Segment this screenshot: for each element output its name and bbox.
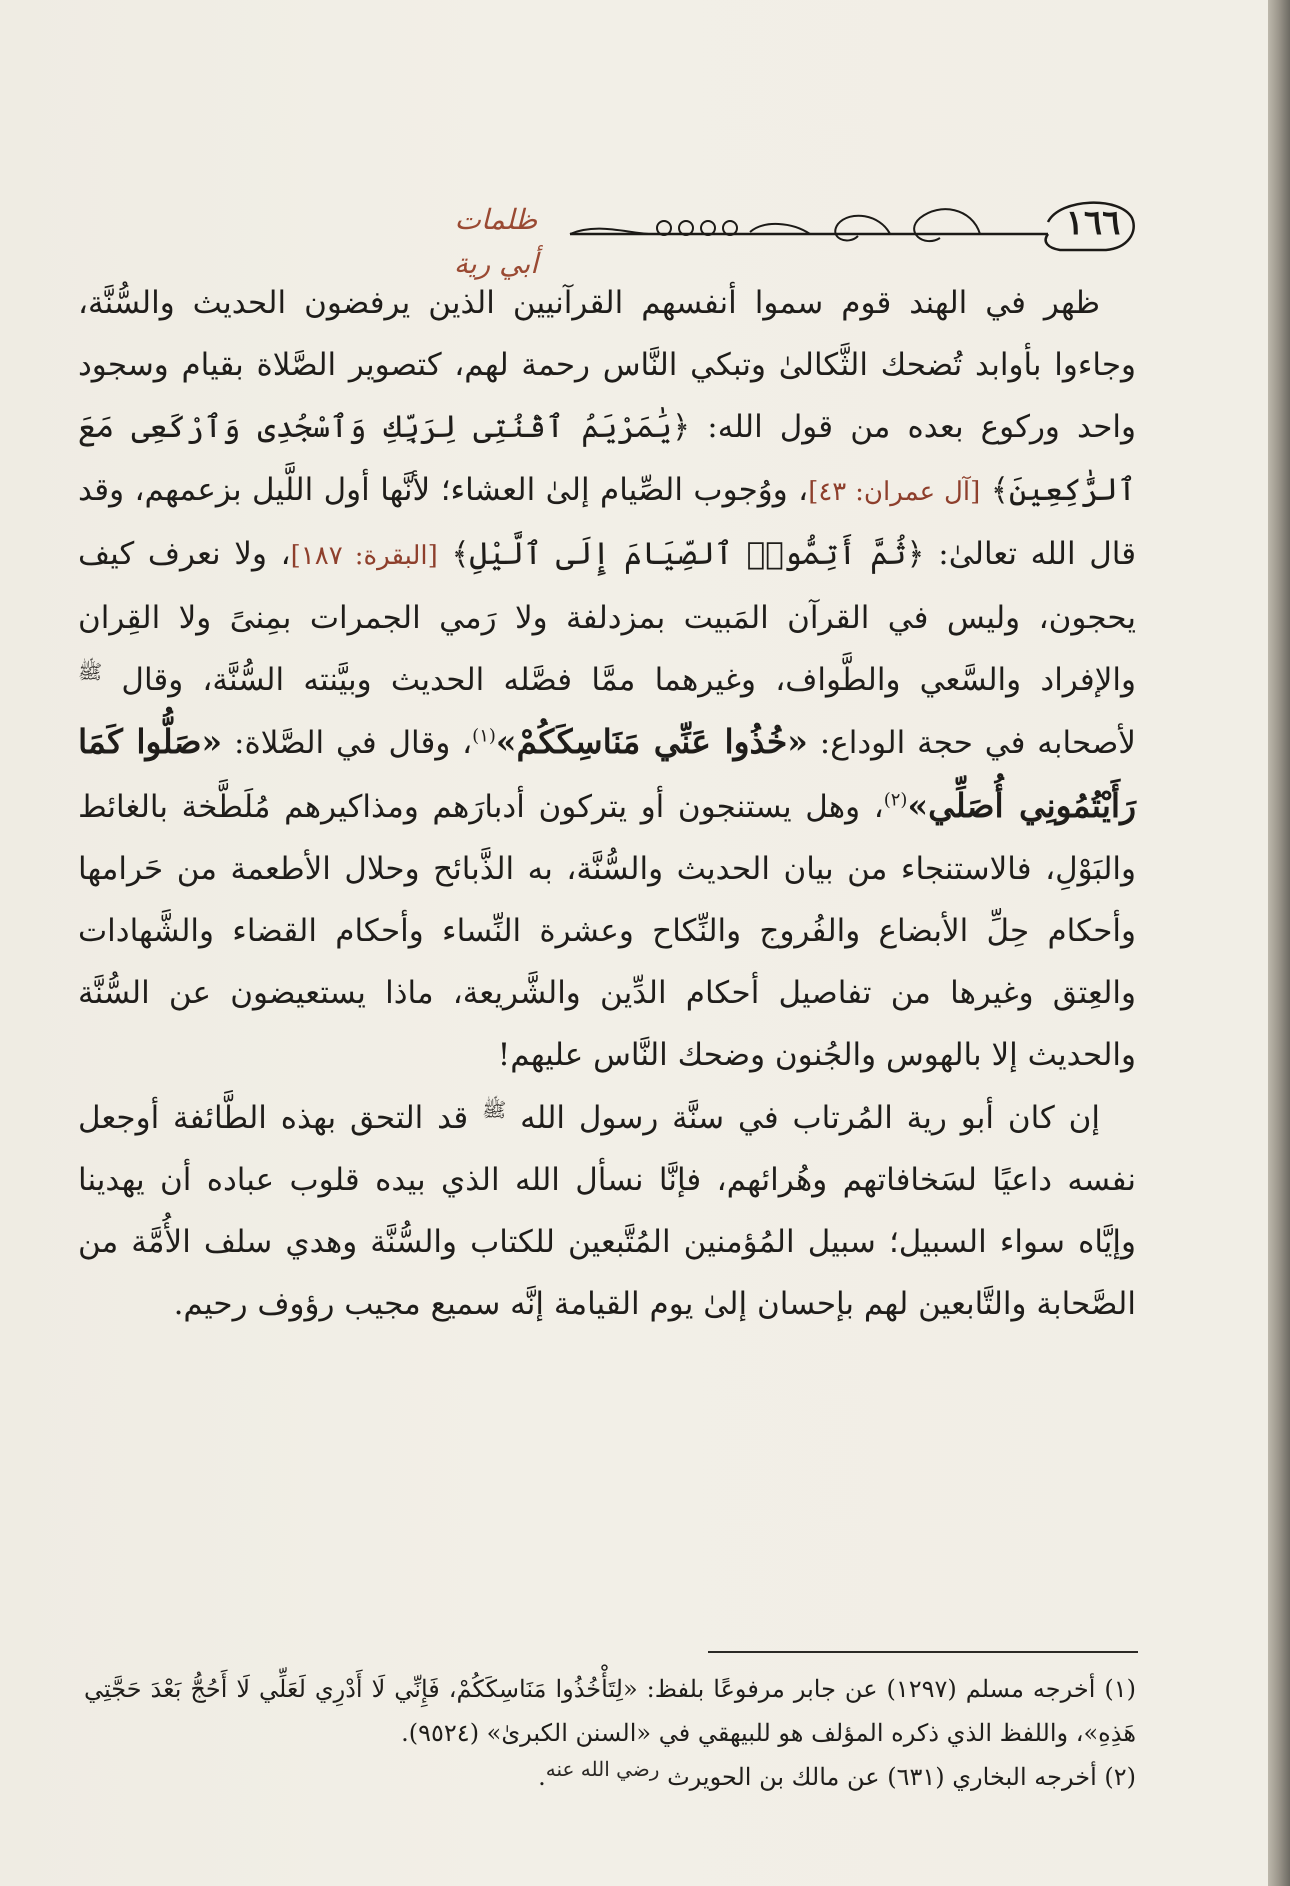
quran-verse-al-imran-43: ﴿يَٰمَرْيَمُ ٱقْنُتِى لِرَبِّكِ وَٱسْجُدِى وَٱرْكَعِى مَعَ ٱلرَّٰكِعِينَ﴾ — [78, 409, 1136, 508]
footnote-1: (١) أخرجه مسلم (١٢٩٧) عن جابر مرفوعًا بلفظ: «لِتَأْخُذُوا مَنَاسِكَكُمْ، فَإِنِّي لَا أَدْرِي لَعَلِّي لَا أَحُجُّ بَعْدَ حَجَّتِي هَذِهِ»، واللفظ الذي ذكره المؤلف هو للبيهقي في «السنن الكبرىٰ» (٩٥٢٤). — [84, 1675, 1136, 1747]
honorific-glyph: رضي الله عنه — [545, 1757, 660, 1781]
paragraph-1 — [78, 272, 1136, 1087]
honorific-glyph: ﷺ — [482, 1097, 507, 1122]
hadith-quote: «صَلُّوا كَمَا رَأَيْتُمُونِي أُصَلِّي» — [78, 722, 1137, 825]
text-segment: لأصحابه في حجة الوداع: — [807, 725, 1136, 762]
verse-reference: [آل عمران: ٤٣] — [808, 476, 981, 507]
main-text — [78, 272, 1136, 1335]
text-segment: قد التحق بهذه الطَّائفة أوجعل نفسه داعيًا لسَخافاتهم وهُرائهم، فإنَّا نسأل الله الذي بيده قلوب عباده أن يهدينا وإيَّاه سواء السبيل؛ سبيل المُؤمنين المُتَّبعين للكتاب والسُّنَّة وهدي سلف الأُمَّة من الصَّحابة والتَّابعين لهم بإحسان إلىٰ يوم القيامة إنَّه سميع مجيب رؤوف رحيم. — [78, 1099, 1136, 1323]
page-edge — [1268, 0, 1290, 1886]
text-segment: ، وقال في الصَّلاة: — [222, 725, 473, 762]
hadith-quote: «خُذُوا عَنِّي مَنَاسِكَكُمْ» — [495, 722, 808, 762]
paragraph-2 — [78, 1087, 1136, 1336]
text-segment: إن كان أبو رية المُرتاب في سنَّة رسول الله — [506, 1099, 1101, 1136]
page-header — [420, 188, 1140, 280]
footnotes — [84, 1667, 1136, 1799]
footnote-marker: (٢) — [883, 789, 908, 811]
verse-reference: [البقرة: ١٨٧] — [290, 540, 438, 571]
text-segment: (٢) أخرجه البخاري (٦٣١) عن مالك بن الحويرث — [659, 1763, 1136, 1791]
footnote-marker: (١) — [472, 726, 496, 748]
text-segment: . — [538, 1763, 546, 1791]
footnote-separator — [708, 1651, 1138, 1653]
text-segment: ، وهل يستنجون أو يتركون أدبارَهم ومذاكيرهم مُلَطَّخة بالغائط والبَوْلِ، فالاستنجاء من بيان الحديث والسُّنَّة، به الذَّبائح وحلال الأطعمة من حَرامها وأحكام حِلِّ الأبضاع والفُروج والنِّكاح وعشرة النِّساء وأحكام القضاء والشَّهادات والعِتق وغيرها من تفاصيل أحكام الدِّين والشَّريعة، ماذا يستعيضون عن السُّنَّة والحديث إلا بالهوس والجُنون وضحك النَّاس عليهم! — [78, 788, 1136, 1074]
text-segment: ، ووُجوب الصِّيام إلىٰ العشاء؛ لأنَّها أول اللَّيل بزعمهم، وقد قال الله تعالىٰ: — [78, 471, 1137, 572]
page-number: ١٦٦ — [1065, 203, 1121, 243]
text-segment: ، ولا نعرف كيف يحجون، وليس في القرآن المَبيت بمزدلفة ولا رَمي الجمرات بمِنىً ولا القِران والإفراد والسَّعي والطَّواف، وغيرهما ممَّا فصَّله الحديث وبيَّنته السُّنَّة، وقال — [78, 535, 1136, 699]
footnote-2 — [84, 1755, 1136, 1799]
text-segment: ظهر في الهند قوم سموا أنفسهم القرآنيين الذين يرفضون الحديث والسُّنَّة، وجاءوا بأوابد تُضحك الثَّكالىٰ وتبكي النَّاس رحمة لهم، كتصوير الصَّلاة بقيام وسجود واحد وركوع بعده من قول الله: — [78, 285, 1136, 446]
quran-verse-baqara-187: ﴿ثُمَّ أَتِمُّوا۟ ٱلصِّيَامَ إِلَى ٱلَّيْلِ﴾ — [451, 535, 925, 572]
running-head-title: ظلمات أبي رية — [453, 203, 539, 280]
honorific-glyph: ﷺ — [78, 659, 103, 684]
